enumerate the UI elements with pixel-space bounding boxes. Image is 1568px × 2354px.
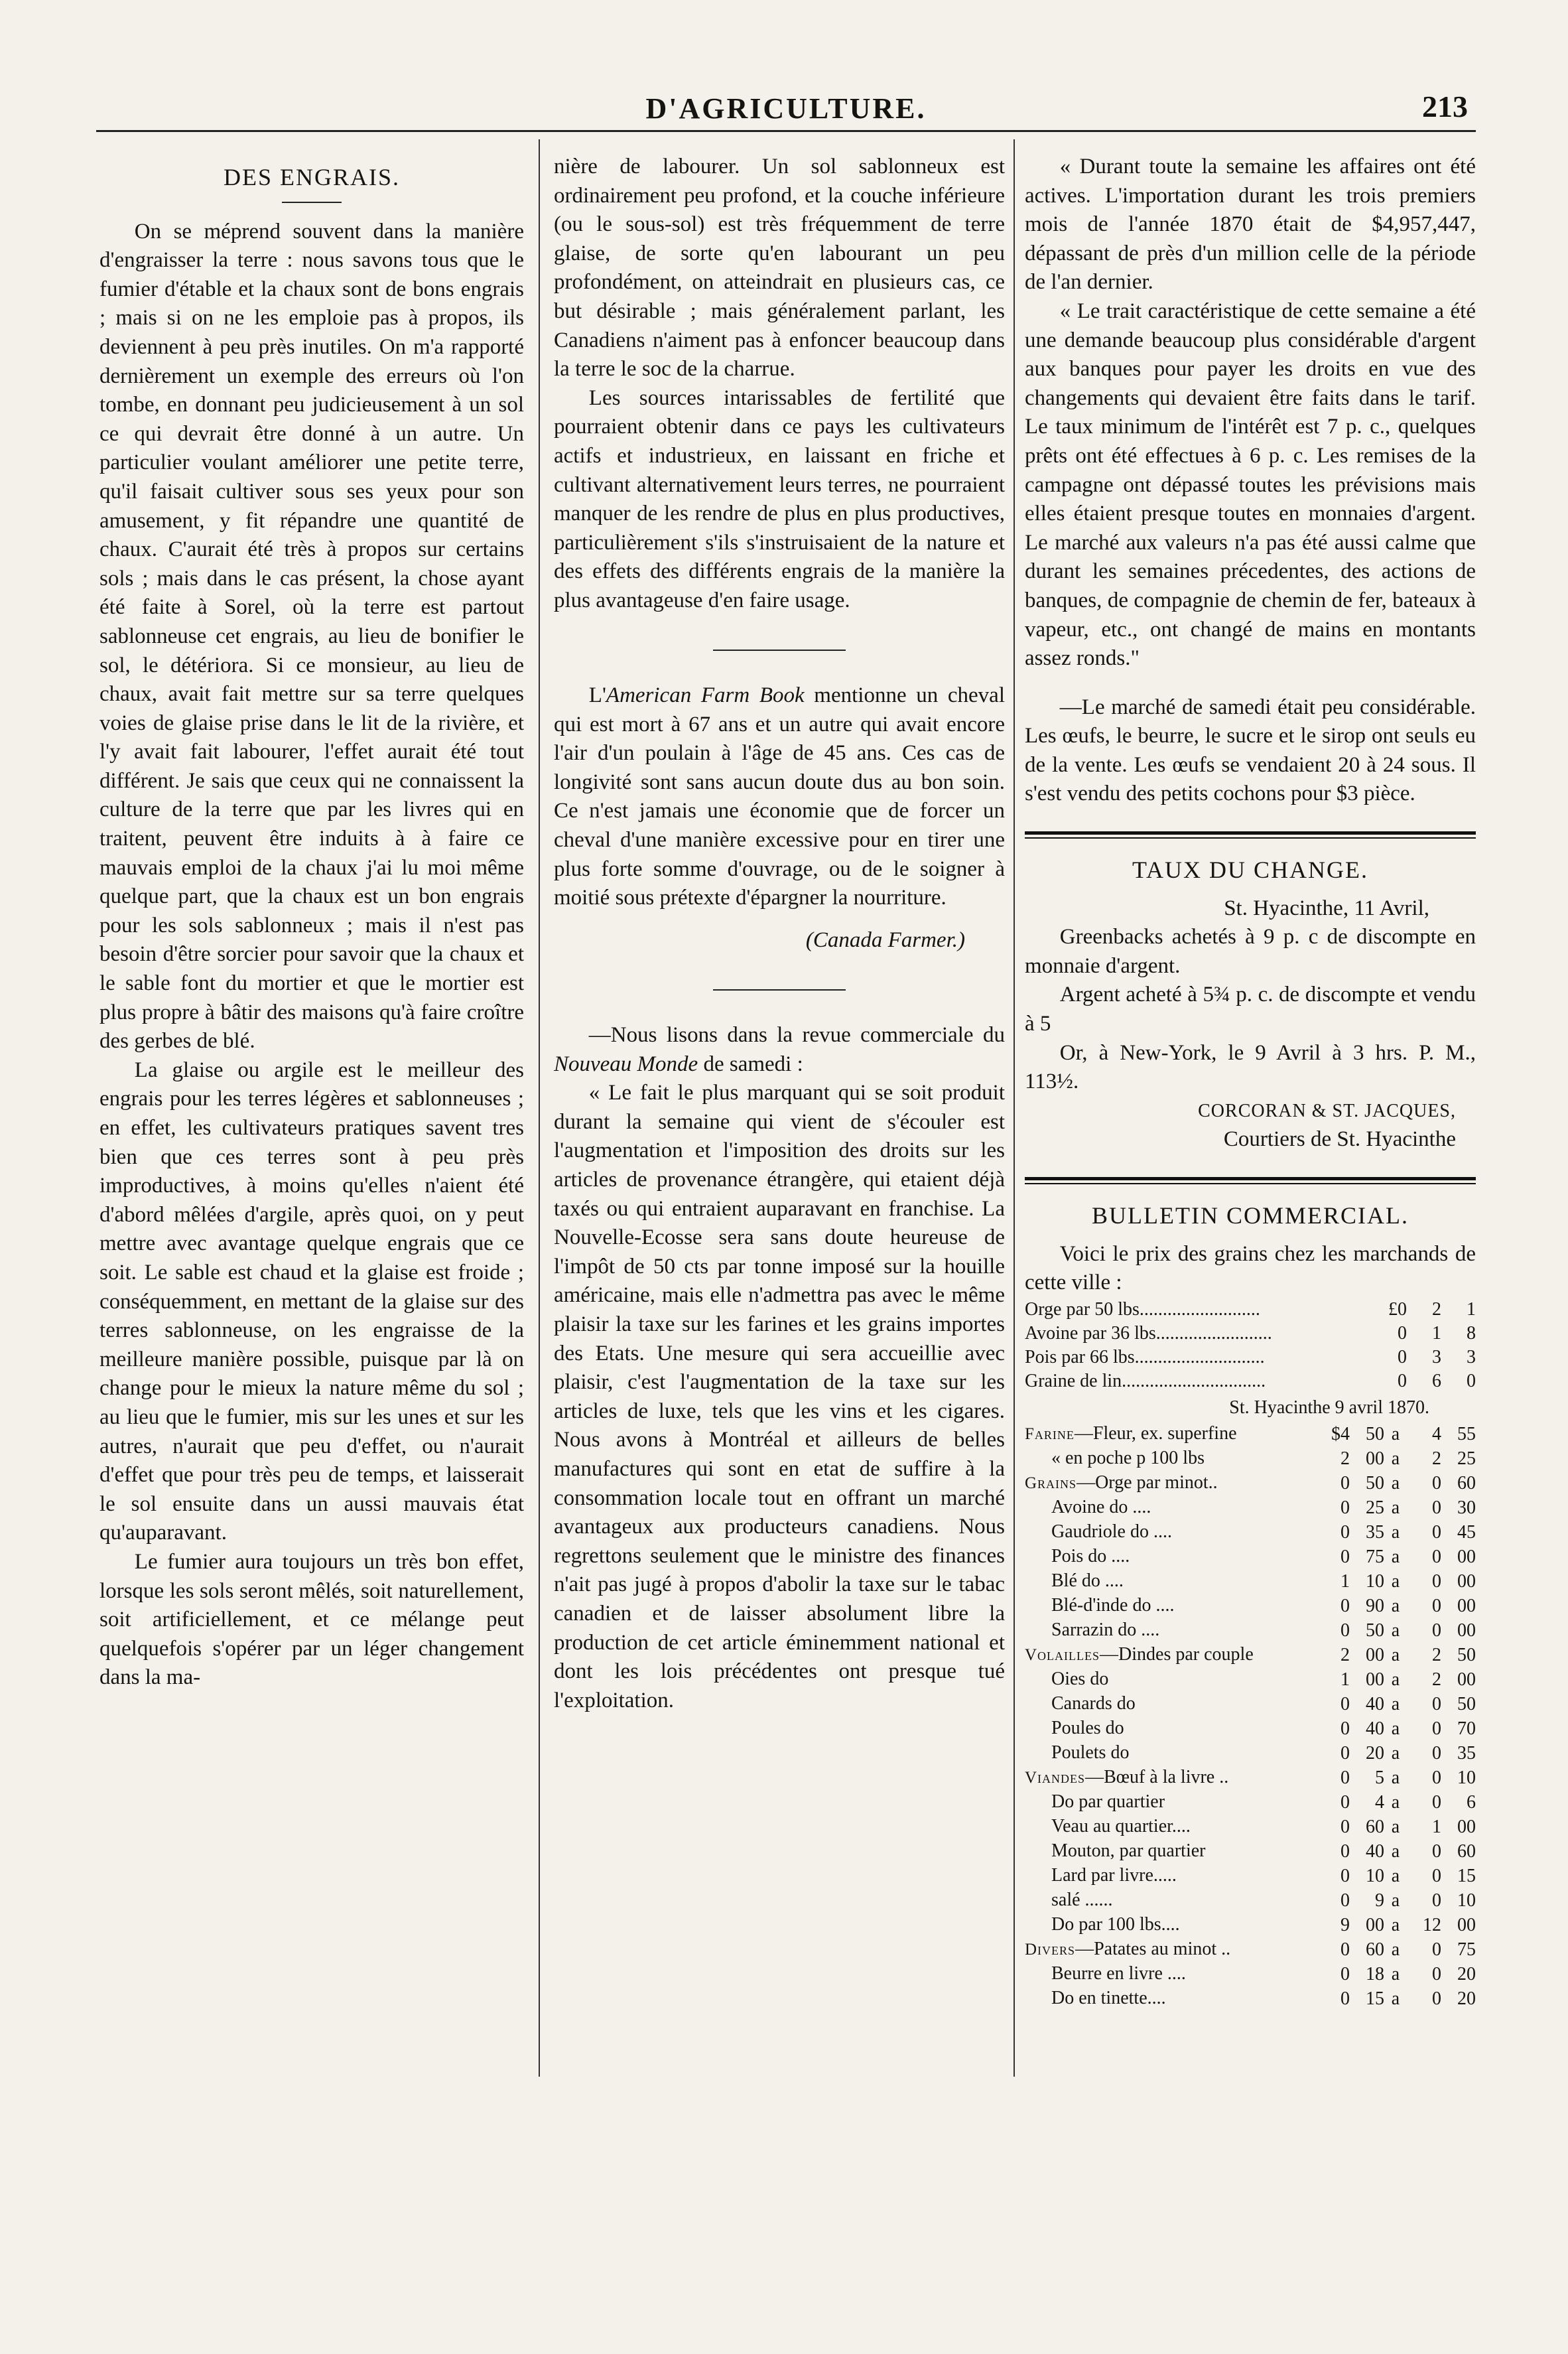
- table-row: Blé do .... 1 10 a 0 00: [1051, 1570, 1476, 1592]
- exchange-line: Or, à New-York, le 9 Avril à 3 hrs. P. M., 113½.: [1025, 1040, 1476, 1094]
- table-row: Poulets do 0 20 a 0 35: [1051, 1742, 1476, 1764]
- paragraph: —Le marché de samedi était peu considérable. Les œufs, le beurre, le sucre et le sirop ont seuls eu de la vente. Les œufs se vendaient 20 à 24 sous. Il s'est vendu des petits cochons pour $3 pièce.: [1025, 695, 1476, 806]
- table-row: Poules do 0 40 a 0 70: [1051, 1718, 1476, 1739]
- paragraph-farm-book: L'American Farm Book mentionne un cheval qui est mort à 67 ans et un autre qui avait encore l'air d'un poulain à l'âge de 45 ans. Ces cas de longivité sont sans aucun doute dus au bon soin. Ce n'est jamais une économie que de forcer un cheval d'une manière excessive pour en tirer une plus forte somme d'ouvrage, ou de le soigner à moitié sous prétexte d'épargner la nourriture.: [554, 683, 1005, 910]
- table-row: Volailles—Dindes par couple 2 00 a 2 50: [1025, 1644, 1476, 1665]
- table-row: Do en tinette.... 0 15 a 0 20: [1051, 1988, 1476, 2009]
- table-row: Mouton, par quartier 0 40 a 0 60: [1051, 1840, 1476, 1862]
- section-rule: [1025, 1177, 1476, 1184]
- table-row: Divers—Patates au minot .. 0 60 a 0 75: [1025, 1939, 1476, 1960]
- exchange-line: Argent acheté à 5¾ p. c. de discompte et vendu à 5: [1025, 983, 1476, 1036]
- table-row: « en poche p 100 lbs 2 00 a 2 25: [1051, 1448, 1476, 1469]
- table-row: Canards do 0 40 a 0 50: [1051, 1693, 1476, 1714]
- column-rule-right: [1013, 139, 1015, 2077]
- table-row: Gaudriole do .... 0 35 a 0 45: [1051, 1521, 1476, 1543]
- exchange-line: Greenbacks achetés à 9 p. c de discompte en monnaie d'argent.: [1025, 925, 1476, 978]
- paragraph: On se méprend souvent dans la manière d'engraisser la terre : nous savons tous que le fumier d'étable et la chaux sont de bons engrais ; mais si on ne les emploie pas à propos, ils deviennent à peu près inutiles. On m'a rapporté dernièrement un exemple des erreurs où l'on tombe, en donnant peu judicieusement à un sol ce qui devrait être donné à un autre. Un particulier voulant améliorer une petite terre, qu'il faisait cultiver sous ses yeux pour son amusement, y fit répandre une quantité de chaux. C'aurait été très à propos sur certains sols ; mais dans le cas présent, la chose ayant été faite à Sorel, où la terre est partout sablonneuse cet engrais, au lieu de bonifier le sol, le détériora. Si ce monsieur, au lieu de chaux, avait fait mettre sur sa terre quelques voies de glaise prise dans le lit de la rivière, et l'y avait fait labourer, l'effet aurait été tout différent. Je sais que ceux qui ne connaissent la culture de la terre que par les livres qui en traitent, peuvent être induits à à faire ce mauvais emploi de la chaux j'ai lu moi même quelque part, que la chaux est un bon engrais pour les sols sablonneux ; mais il n'est pas besoin d'être sorcier pour savoir que la chaux et le sable font du mortier et que le mortier est plus propre à bâtir des maisons qu'à faire croître des gerbes de blé.: [99, 219, 524, 1054]
- table-row: Orge par 50 lbs.......................... £0 2 1: [1025, 1298, 1476, 1320]
- paragraph: Les sources intarissables de fertilité que pourraient obtenir dans ce pays les cultivateurs actifs et industrieux, en laissant en friche et cultivant alternativement leurs terres, ne pourraient manquer de les rendre de plus en plus productives, particulièrement s'ils s'instruisaient de la nature et des effets des différents engrais de la manière la plus avantageuse d'en faire usage.: [554, 385, 1005, 612]
- page-number: 213: [1422, 90, 1468, 123]
- table-row: Beurre en livre .... 0 18 a 0 20: [1051, 1963, 1476, 1984]
- table-row: Farine—Fleur, ex. superfine $4 50 a 4 55: [1025, 1423, 1476, 1444]
- column-left: [99, 153, 524, 1693]
- table-row: Graine de lin............................... 0 6 0: [1025, 1370, 1476, 1391]
- exchange-date: St. Hyacinthe, 11 Avril,: [1224, 896, 1429, 920]
- column-right: [1025, 153, 1476, 2011]
- table-row: Viandes—Bœuf à la livre .. 0 5 a 0 10: [1025, 1767, 1476, 1788]
- header-rule: [96, 130, 1476, 132]
- page-header: [96, 85, 1476, 131]
- running-title: D'AGRICULTURE.: [645, 92, 927, 125]
- sterling-price-table: [1025, 1298, 1476, 1393]
- paragraph: « Le trait caractéristique de cette semaine a été une demande beaucoup plus considérable d'argent aux banques pour payer les droits en vue des changements qui devaient être faits dans le tarif. Le taux minimum de l'intérêt est 7 p. c., quelques prêts ont été effectues à 6 p. c. Les remises de la campagne ont dépassé toutes les prévisions mais elles étaient presque toutes en monnaies d'argent. Le marché aux valeurs n'a pas été aussi calme que durant les semaines précedentes, des actions de banques, de compagnie de chemin de fer, bateaux à vapeur, etc., ont changé de mains en montants assez ronds.": [1025, 299, 1476, 671]
- paragraph: Le fumier aura toujours un très bon effet, lorsque les sols seront mêlés, soit naturellement, soit artificiellement, et ce mélange peut quelquefois s'opérer par un léger changement dans la ma-: [99, 1549, 524, 1690]
- bulletin-intro: Voici le prix des grains chez les marchands de cette ville :: [1025, 1241, 1476, 1295]
- source-citation: (Canada Farmer.): [805, 928, 965, 952]
- ornament-divider: [554, 973, 1005, 1003]
- section-rule: [1025, 831, 1476, 839]
- bulletin-date: St. Hyacinthe 9 avril 1870.: [1229, 1397, 1429, 1418]
- price-table: [1025, 1422, 1476, 2011]
- ornament-divider: [554, 634, 1005, 663]
- title-rule: [282, 202, 342, 203]
- paragraph: « Durant toute la semaine les affaires ont été actives. L'importation durant les trois premiers mois de l'année 1870 était de $4,957,447, dépassant de près d'un million celle de la période de l'an dernier.: [1025, 155, 1476, 295]
- table-row: Lard par livre..... 0 10 a 0 15: [1051, 1865, 1476, 1886]
- paragraph: « Le fait le plus marquant qui se soit produit durant la semaine qui vient de s'écouler est l'augmentation et l'imposition des droits sur les articles de provenance étrangère, qui etaient déjà taxés ou qui entraient auparavant en franchise. La Nouvelle-Ecosse sera sans doute heureuse de l'impôt de 50 cts par tonne imposé sur la houille américaine, mais elle n'admettra pas avec le même plaisir la taxe sur les farines et les grains importes des Etats. Une mesure qui sera accueillie avec plaisir, c'est l'augmentation de la taxe sur les articles de luxe, tels que les vins et les cigares. Nous avons à Montréal et ailleurs de belles manufactures qui sont en etat de suffire à la consommation locale tout en offrant un marché avantageux aux producteurs canadiens. Nous regrettons seulement que le ministre des finances n'ait pas jugé à propos d'abolir la taxe sur le tabac canadien et de laisser absolument libre la production de cet article éminemment national et dont les lois précédentes ont presque tué l'exploitation.: [554, 1081, 1005, 1712]
- exchange-title: TAUX DU CHANGE.: [1132, 857, 1369, 884]
- table-row: Oies do 1 00 a 2 00: [1051, 1669, 1476, 1690]
- signature: CORCORAN & ST. JACQUES, Courtiers de St. Hyacinthe: [1198, 1100, 1456, 1152]
- table-row: Sarrazin do .... 0 50 a 0 00: [1051, 1620, 1476, 1641]
- table-row: salé ...... 0 9 a 0 10: [1051, 1890, 1476, 1911]
- column-rule-left: [539, 139, 540, 2077]
- article-title-engrais: DES ENGRAIS.: [223, 164, 400, 190]
- table-row: Pois do .... 0 75 a 0 00: [1051, 1546, 1476, 1567]
- bulletin-title: BULLETIN COMMERCIAL.: [1092, 1202, 1409, 1229]
- table-row: Pois par 66 lbs............................ 0 3 3: [1025, 1346, 1476, 1367]
- table-row: Veau au quartier.... 0 60 a 1 00: [1051, 1816, 1476, 1837]
- paragraph: nière de labourer. Un sol sablonneux est ordinairement peu profond, et la couche inférieure (ou le sous-sol) est très fréquemment de terre glaise, de sorte qu'en labourant un peu profondément, on atteindrait en plusieurs cas, ce but désirable ; mais généralement parlant, les Canadiens n'aiment pas à enfoncer beaucoup dans la terre le soc de la charrue.: [554, 155, 1005, 381]
- paragraph-nouveau-monde: —Nous lisons dans la revue commerciale du Nouveau Monde de samedi :: [554, 1023, 1005, 1076]
- table-row: Avoine do .... 0 25 a 0 30: [1051, 1497, 1476, 1518]
- table-row: Avoine par 36 lbs......................... 0 1 8: [1025, 1322, 1476, 1344]
- table-row: Blé-d'inde do .... 0 90 a 0 00: [1051, 1595, 1476, 1616]
- column-middle: [554, 153, 1005, 1715]
- table-row: Do par quartier 0 4 a 0 6: [1051, 1791, 1476, 1813]
- table-row: Grains—Orge par minot.. 0 50 a 0 60: [1025, 1472, 1476, 1493]
- table-row: Do par 100 lbs.... 9 00 a 12 00: [1051, 1914, 1476, 1935]
- paragraph: La glaise ou argile est le meilleur des engrais pour les terres légères et sablonneuses ; en effet, les cultivateurs pratiques savent tres bien que ces terres sont à peu près improductives, à moins qu'elles n'aient été d'abord mêlées d'argile, après quoi, on y peut mettre avec avantage quelque engrais que ce soit. Le sable est chaud et la glaise est froide ; conséquemment, en mettant de la glaise sur des terres sablonneuse, on les engraisse de la meilleure manière possible, puisque par là on change pour le mieux la nature même du sol ; au lieu que le fumier, mis sur les unes et sur les autres, n'aurait que peu d'effet, ou n'aurait d'effet que pour très peu de temps, et laisserait le sol ensuite dans un aussi mauvais état qu'auparavant.: [99, 1058, 524, 1545]
